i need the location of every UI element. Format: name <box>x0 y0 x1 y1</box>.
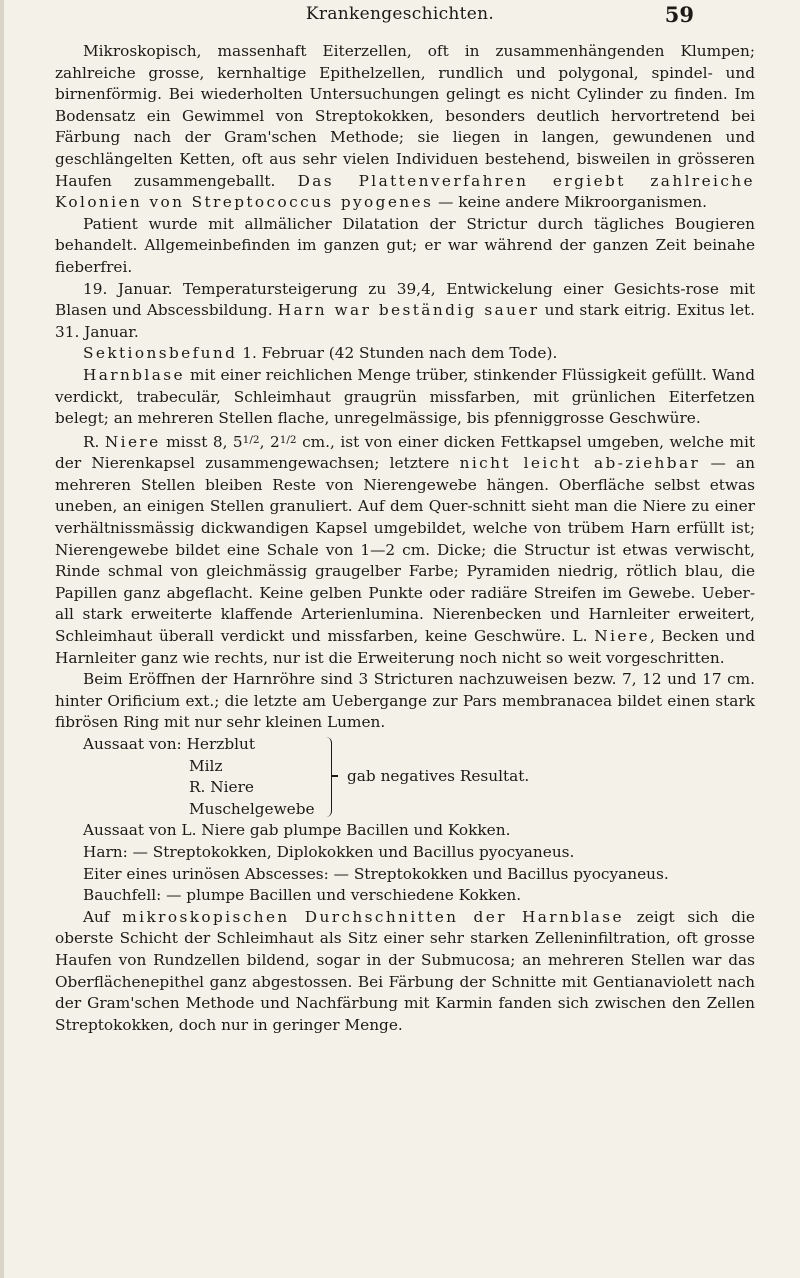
spaced-emphasis-text: Niere <box>594 627 650 646</box>
aussaat-source: R. Niere <box>189 778 254 797</box>
paragraph <box>55 885 755 907</box>
text-run: 19. Januar. Temperatursteigerung zu 39,4, Entwickelung einer Gesichts-rose mit Blasen und Abscessbildung. <box>55 279 755 320</box>
text-run: , Becken und Harnleiter ganz wie rechts, nur ist die Erweiterung noch nicht so weit vorgeschritten. <box>55 627 755 667</box>
fraction-text: 1/2 <box>242 433 260 446</box>
text-run: Patient wurde mit allmälicher Dilatation der Strictur durch tägliches Bougieren behandelt. Allgemeinbefinden im ganzen gut; er war während der ganzen Zeit beinahe fieberfrei. <box>55 214 755 276</box>
paragraph <box>55 669 755 734</box>
curly-brace <box>323 737 332 817</box>
text-run: Beim Eröffnen der Harnröhre sind 3 Stricturen nachzuweisen bezw. 7, 12 und 17 cm. hinter Orificium ext.; die letzte am Uebergange zur Pars membranacea bildet einen stark fibrösen Ring mit nur sehr kleinen Lumen. <box>55 670 755 732</box>
paragraph <box>55 864 755 886</box>
text-run: und stark eitrig. Exitus let. 31. Januar. <box>55 301 756 341</box>
spaced-emphasis-text: mikroskopischen Durchschnitten der Harnblase <box>122 907 624 926</box>
text-run: Harn: — Streptokokken, Diplokokken und Bacillus pyocyaneus. <box>83 842 575 861</box>
text-run: cm., ist von einer dicken Fettkapsel umgeben, welche mit der Nierenkapsel zusammengewachsen; letztere <box>55 432 755 473</box>
aussaat-line-3 <box>83 777 323 799</box>
aussaat-line-2 <box>83 756 323 778</box>
paragraph <box>55 907 755 1037</box>
text-run: — keine andere Mikroorganismen. <box>433 193 707 212</box>
paragraph <box>55 279 755 344</box>
paragraph <box>55 820 755 842</box>
aussaat-source: Milz <box>189 756 223 775</box>
spaced-emphasis-text: Sektionsbefund <box>83 344 238 363</box>
text-run: R. <box>83 432 105 451</box>
paragraph <box>55 343 755 365</box>
aussaat-line-4 <box>83 799 323 821</box>
spaced-emphasis-text: Das Plattenverfahren ergiebt zahlreiche Kolonien von Streptococcus pyogenes <box>55 171 755 212</box>
body-text <box>55 41 755 1036</box>
text-run: Aussaat von L. Niere gab plumpe Bacillen und Kokken. <box>83 821 511 840</box>
text-run: Bauchfell: — plumpe Bacillen und verschiedene Kokken. <box>83 886 522 905</box>
text-run: mit einer reichlichen Menge trüber, stinkender Flüssigkeit gefüllt. Wand verdickt, trabeculär, Schleimhaut graugrün missfarben, mit grünlichen Eiterfetzen belegt; an mehreren Stellen flache, unregelmässige, bis pfenniggrosse Geschwüre. <box>55 365 755 428</box>
spaced-emphasis-text: Niere <box>104 432 161 451</box>
aussaat-sources <box>83 734 323 820</box>
text-run: zeigt sich die oberste Schicht der Schleimhaut als Sitz einer sehr starken Zelleninfiltration, oft grosse Haufen von Rundzellen bildend, sogar in der Submucosa; an mehreren Stellen war das Oberflächenepithel ganz abgestossen. Bei Färbung der Schnitte mit Gentianaviolett nach der Gram'schen Methode und Nachfärbung mit Karmin fanden sich zwischen den Zellen Streptokokken, doch nur in geringer Menge. <box>55 907 755 1034</box>
running-header: Krankengeschichten. <box>305 4 495 24</box>
paragraph <box>55 430 755 670</box>
text-run: Mikroskopisch, massenhaft Eiterzellen, oft in zusammenhängenden Klumpen; zahlreiche grosse, kernhaltige Epithelzellen, rundlich und polygonal, spindel- und birnenförmig. Bei wiederholten Untersuchungen gelingt es nicht Cylinder zu finden. Im Bodensatz ein Gewimmel von Streptokokken, besonders deutlich hervortretend bei Färbung nach der Gram'schen Methode; sie liegen in langen, gewundenen und geschlängelten Ketten, oft aus sehr vielen Individuen bestehend, bisweilen in grösseren Haufen zusammengeballt. <box>55 42 755 190</box>
fraction-text: 1/2 <box>279 433 297 446</box>
aussaat-label: Aussaat von: <box>83 735 182 753</box>
page-edge <box>0 0 4 1278</box>
paragraphs-after <box>55 820 755 1036</box>
paragraph <box>55 365 755 430</box>
text-run: misst 8, 5 <box>160 432 243 451</box>
text-run: 1. Februar (42 Stunden nach dem Tode). <box>237 344 558 363</box>
page-number: 59 <box>664 2 694 27</box>
text-run: , 2 <box>259 432 280 451</box>
paragraph <box>55 842 755 864</box>
aussaat-result: gab negatives Resultat. <box>347 767 530 786</box>
paragraph <box>55 214 755 279</box>
text-run: Auf <box>83 907 123 926</box>
aussaat-source: Herzblut <box>186 735 256 753</box>
spaced-emphasis-text: Harn war beständig sauer <box>277 301 540 320</box>
paragraph <box>55 41 755 214</box>
aussaat-block <box>83 734 755 820</box>
spaced-emphasis-text: nicht leicht ab-ziehbar <box>459 454 701 473</box>
text-run: Eiter eines urinösen Abscesses: — Streptokokken und Bacillus pyocyaneus. <box>83 864 669 883</box>
text-run: — an mehreren Stellen bleiben Reste von Nierengewebe hängen. Oberfläche selbst etwas uneben, an einigen Stellen granuliert. Auf dem Quer-schnitt sieht man die Niere zu einer verhältnissmässig dickwandigen Kapsel umgebildet, welche von trübem Harn erfüllt ist; Nierengewebe bildet eine Schale von 1—2 cm. Dicke; die Structur ist etwas verwischt, Rinde schmal von gleichmässig graugelber Farbe; Pyramiden niedrig, rötlich blau, die Papillen ganz abgeflacht. Keine gelben Punkte oder radiäre Streifen im Gewebe. Ueber-all stark erweiterte klaffende Arterienlumina. Nierenbecken und Harnleiter erweitert, Schleimhaut überall verdickt und missfarben, keine Geschwüre. L. <box>55 454 755 646</box>
paragraphs-before <box>55 41 755 734</box>
aussaat-line-1 <box>83 734 323 756</box>
spaced-emphasis-text: Harnblase <box>83 365 185 384</box>
aussaat-source: Muschelgewebe <box>189 799 315 818</box>
